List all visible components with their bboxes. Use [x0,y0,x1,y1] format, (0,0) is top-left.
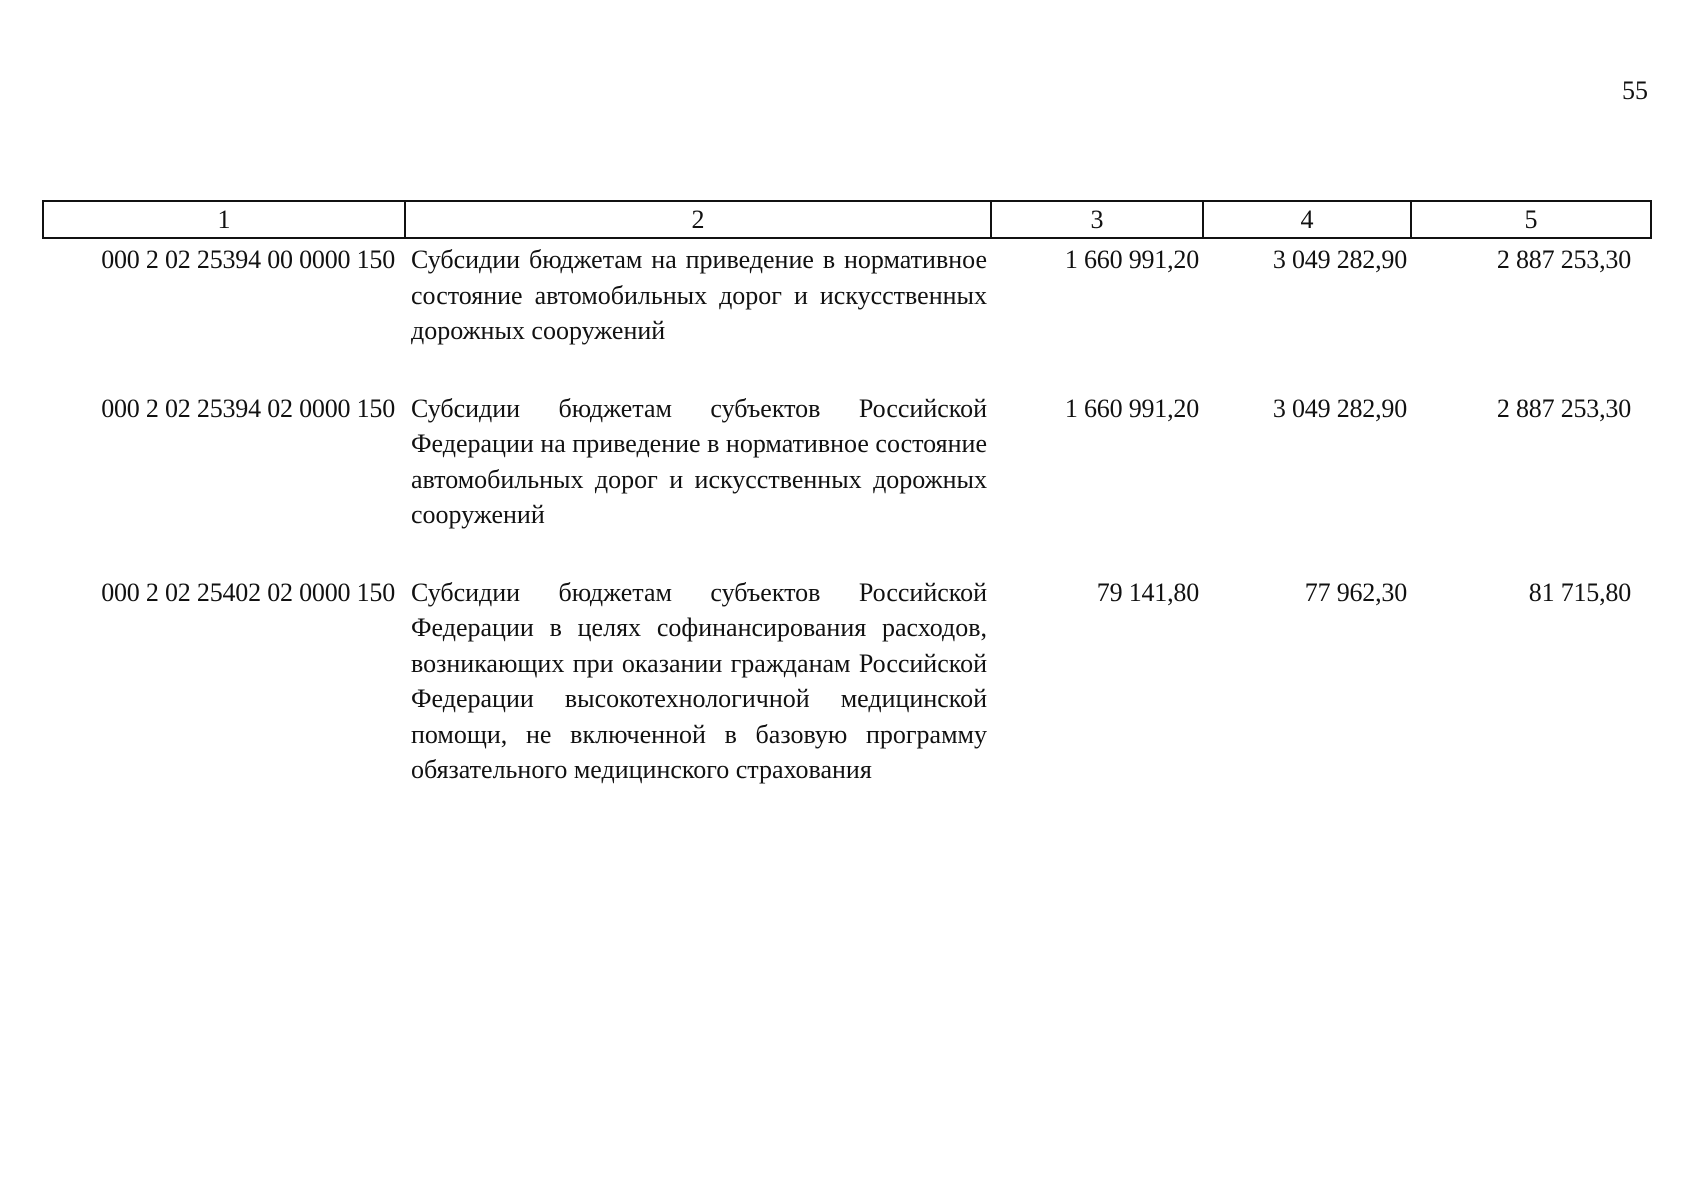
page-number: 55 [1622,76,1648,105]
header-col-5: 5 [1411,201,1651,238]
amount-col-5: 2 887 253,30 [1496,245,1631,274]
table-body [43,238,1651,830]
amount-col-4: 3 049 282,90 [1272,393,1407,423]
item-name: Субсидии бюджетам субъектов Российской Федерации на приведение в нормативное состояние автомобильных дорог и искусственных дорожных сооружений [411,393,987,529]
table-row [43,575,1651,830]
table-row [43,391,1651,575]
table-row [43,238,1651,391]
header-col-2: 2 [405,201,991,238]
header-col-4: 4 [1203,201,1411,238]
budget-code: 000 2 02 25402 02 0000 150 [101,577,395,607]
header-row [43,201,1651,238]
header-col-3: 3 [991,201,1203,238]
budget-code: 000 2 02 25394 00 0000 150 [101,245,395,274]
table-header [43,201,1651,238]
budget-table [42,200,1652,830]
item-name: Субсидии бюджетам субъектов Российской Федерации в целях софинансирования расходов, возникающих при оказании гражданам Российской Федерации высокотехнологичной медицинской помощи, не включенной в базовую программу обязательного медицинского страхования [411,577,987,784]
amount-col-5: 2 887 253,30 [1496,393,1631,423]
amount-col-4: 3 049 282,90 [1272,245,1407,274]
budget-code: 000 2 02 25394 02 0000 150 [101,393,395,423]
header-col-1: 1 [43,201,405,238]
amount-col-5: 81 715,80 [1528,577,1631,607]
amount-col-3: 79 141,80 [1096,577,1199,607]
item-name: Субсидии бюджетам на приведение в нормативное состояние автомобильных дорог и искусственных дорожных сооружений [411,245,987,345]
amount-col-4: 77 962,30 [1304,577,1407,607]
amount-col-3: 1 660 991,20 [1064,393,1199,423]
amount-col-3: 1 660 991,20 [1064,245,1199,274]
